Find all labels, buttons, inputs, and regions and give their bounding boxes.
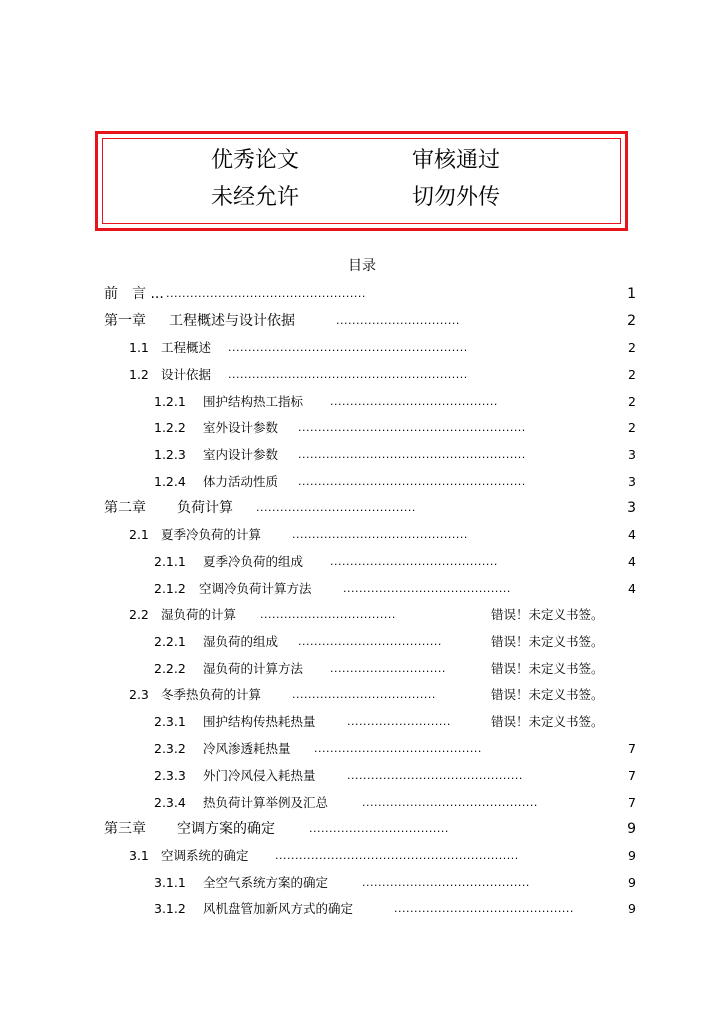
toc-entry-title: 设计依据 (161, 367, 212, 382)
toc-entry-2-1[interactable] (0, 525, 724, 545)
toc-entry-number: 2.3.3 (154, 768, 186, 783)
stamp-text-no-permission: 未经允许 (211, 185, 300, 210)
toc-entry-leader: ........................................ (256, 501, 416, 514)
toc-entry-page: 4 (628, 527, 636, 542)
toc-entry-3-1[interactable] (0, 846, 724, 866)
toc-entry-leader: ............................................................. (275, 849, 519, 862)
toc-entry-1-1[interactable] (0, 338, 724, 358)
toc-entry-number: 2.1 (129, 527, 149, 542)
toc-entry-page: 4 (628, 554, 636, 569)
toc-entry-page: 7 (628, 741, 636, 756)
toc-entry-page: 3 (628, 447, 636, 462)
toc-entry-number: 第三章 (104, 821, 146, 837)
toc-entry-number: 1.2.4 (154, 474, 186, 489)
toc-entry-title: 湿负荷的计算 (161, 607, 237, 622)
toc-entry-leader: ............................... (336, 314, 460, 327)
toc-entry-title: 冷风渗透耗热量 (203, 741, 291, 756)
toc-entry-number: 前 (104, 286, 118, 302)
toc-entry-page-error: 错误！未定义书签。 (491, 661, 604, 676)
toc-entry-2-3-1[interactable] (0, 712, 724, 732)
toc-entry-3-1-2[interactable] (0, 899, 724, 919)
toc-entry-page: 7 (628, 768, 636, 783)
toc-entry-page: 2 (628, 340, 636, 355)
toc-entry-title: 风机盘管加新风方式的确定 (203, 901, 354, 916)
toc-entry-title: 工程概述 (161, 340, 212, 355)
toc-entry-leader: .................................................. (166, 287, 366, 300)
toc-entry-leader: ................................... (309, 822, 449, 835)
toc-entry-page: 9 (627, 821, 636, 837)
toc-entry-page: 7 (628, 795, 636, 810)
toc-entry-2-1-1[interactable] (0, 552, 724, 572)
toc-entry-page-error: 错误！未定义书签。 (491, 634, 604, 649)
toc-entry-page: 4 (628, 581, 636, 596)
toc-entry-3-1-1[interactable] (0, 873, 724, 893)
toc-entry-title: 室内设计参数 (203, 447, 279, 462)
toc-entry-title: 室外设计参数 (203, 420, 279, 435)
toc-entry-number: 2.2.1 (154, 634, 186, 649)
toc-entry-leader: .......................................... (314, 742, 482, 755)
toc-entry-number: 2.2 (129, 607, 149, 622)
toc-entry-leader: ............................................ (347, 769, 523, 782)
toc-entry-number: 3.1.1 (154, 875, 186, 890)
toc-entry-leader: .................................... (298, 635, 442, 648)
toc-entry-leader: ............................................................ (228, 341, 468, 354)
toc-entry-title: 夏季冷负荷的组成 (203, 554, 304, 569)
toc-entry-number: 2.3 (129, 687, 149, 702)
toc-entry-leader: .................................. (260, 608, 396, 621)
toc-entry-2-2[interactable] (0, 605, 724, 625)
toc-entry-title: 负荷计算 (177, 500, 233, 516)
toc-entry-leader: .......................................... (362, 876, 530, 889)
toc-entry-number: 1.2.3 (154, 447, 186, 462)
toc-entry-title: 热负荷计算举例及汇总 (203, 795, 329, 810)
toc-entry-page-error: 错误！未定义书签。 (491, 607, 604, 622)
toc-entry-leader: ............................. (330, 662, 446, 675)
watermark-stamp (95, 131, 628, 231)
toc-entry-title: 空调系统的确定 (161, 848, 249, 863)
toc-entry-number: 2.3.4 (154, 795, 186, 810)
toc-entry-title: 湿负荷的计算方法 (203, 661, 304, 676)
toc-entry-page-error: 错误！未定义书签。 (491, 687, 604, 702)
toc-entry-1-2-3[interactable] (0, 445, 724, 465)
toc-entry-number: 2.1.2 (154, 581, 186, 596)
toc-entry-title: 体力活动性质 (203, 474, 279, 489)
stamp-text-do-not-distribute: 切勿外传 (412, 185, 501, 210)
toc-entry-page: 2 (627, 313, 636, 329)
toc-entry-title: 夏季冷负荷的计算 (161, 527, 262, 542)
toc-entry-number: 1.1 (129, 340, 149, 355)
toc-entry-number: 3.1 (129, 848, 149, 863)
toc-entry-title: 围护结构热工指标 (203, 394, 304, 409)
toc-entry-title: 冬季热负荷的计算 (161, 687, 262, 702)
toc-entry-leader: .......................... (347, 715, 451, 728)
toc-entry-preface[interactable] (0, 284, 724, 304)
toc-entry-number: 第一章 (104, 313, 146, 329)
toc-title: 目录 (348, 258, 376, 274)
toc-entry-number: 2.3.1 (154, 714, 186, 729)
toc-entry-title: 外门冷风侵入耗热量 (203, 768, 316, 783)
toc-entry-leader: ............................................................ (228, 368, 468, 381)
toc-entry-title: 围护结构传热耗热量 (203, 714, 316, 729)
toc-entry-leader: .................................... (292, 688, 436, 701)
stamp-inner-border (102, 138, 621, 224)
stamp-text-review-passed: 审核通过 (412, 148, 501, 173)
toc-entry-chapter-1[interactable] (0, 311, 724, 331)
toc-entry-title: 湿负荷的组成 (203, 634, 279, 649)
toc-entry-title: 工程概述与设计依据 (169, 313, 295, 329)
toc-entry-leader: .......................................... (330, 555, 498, 568)
toc-entry-leader: ............................................. (394, 902, 574, 915)
toc-entry-number: 1.2.2 (154, 420, 186, 435)
toc-entry-2-2-2[interactable] (0, 659, 724, 679)
toc-entry-leader: .......................................... (330, 395, 498, 408)
toc-entry-chapter-3[interactable] (0, 819, 724, 839)
toc-entry-chapter-2[interactable] (0, 498, 724, 518)
toc-entry-leader: ............................................ (292, 528, 468, 541)
toc-entry-title: 空调方案的确定 (177, 821, 275, 837)
toc-entry-number: 2.3.2 (154, 741, 186, 756)
toc-entry-page: 2 (628, 420, 636, 435)
toc-entry-2-1-2[interactable] (0, 579, 724, 599)
toc-entry-title: 全空气系统方案的确定 (203, 875, 329, 890)
toc-entry-1-2[interactable] (0, 365, 724, 385)
toc-entry-page: 2 (628, 367, 636, 382)
toc-entry-number: 第二章 (104, 500, 146, 516)
toc-entry-number: 1.2.1 (154, 394, 186, 409)
toc-entry-title: 空调冷负荷计算方法 (199, 581, 312, 596)
toc-entry-1-2-1[interactable] (0, 392, 724, 412)
toc-entry-page: 9 (628, 901, 636, 916)
toc-entry-title: 言 ... (132, 286, 164, 302)
toc-entry-2-3-2[interactable] (0, 739, 724, 759)
toc-entry-leader: .......................................... (343, 582, 511, 595)
toc-entry-leader: ......................................................... (298, 475, 526, 488)
toc-entry-number: 2.1.1 (154, 554, 186, 569)
toc-entry-1-2-4[interactable] (0, 472, 724, 492)
toc-entry-leader: ......................................................... (298, 448, 526, 461)
toc-entry-1-2-2[interactable] (0, 418, 724, 438)
toc-entry-leader: ............................................ (362, 796, 538, 809)
toc-entry-2-3-3[interactable] (0, 766, 724, 786)
toc-entry-page: 3 (628, 474, 636, 489)
toc-entry-number: 2.2.2 (154, 661, 186, 676)
toc-entry-page: 3 (627, 500, 636, 516)
toc-entry-2-3-4[interactable] (0, 793, 724, 813)
stamp-text-excellent-thesis: 优秀论文 (211, 148, 300, 173)
toc-entry-page-error: 错误！未定义书签。 (491, 714, 604, 729)
toc-entry-2-3[interactable] (0, 685, 724, 705)
toc-entry-number: 1.2 (129, 367, 149, 382)
toc-entry-page: 2 (628, 394, 636, 409)
toc-entry-2-2-1[interactable] (0, 632, 724, 652)
toc-entry-page: 1 (627, 286, 636, 302)
toc-entry-number: 3.1.2 (154, 901, 186, 916)
toc-entry-page: 9 (628, 875, 636, 890)
toc-entry-leader: ......................................................... (298, 421, 526, 434)
toc-entry-page: 9 (628, 848, 636, 863)
